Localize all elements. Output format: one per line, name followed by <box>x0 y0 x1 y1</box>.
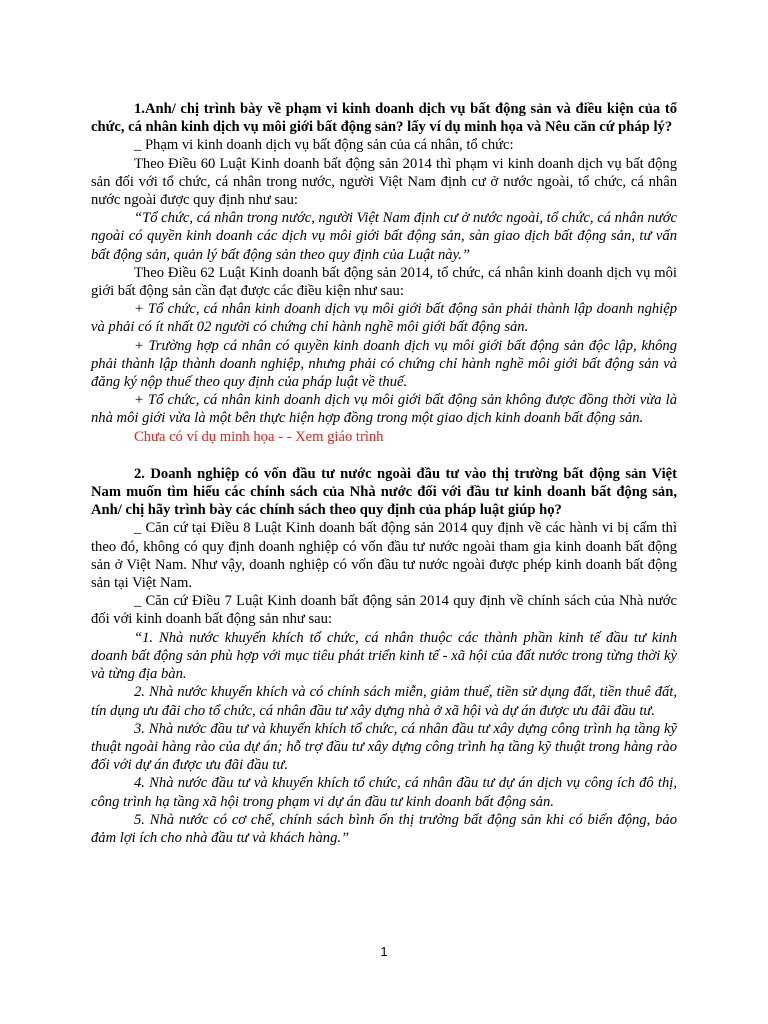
scope-intro: _ Phạm vi kinh doanh dịch vụ bất động sản của cá nhân, tổ chức: <box>134 137 514 154</box>
policy-item-2: 2. Nhà nước khuyến khích và có chính sách miễn, giảm thuế, tiền sử dụng đất, tiền thuê đất, tín dụng ưu đãi cho tổ chức, cá nhân đầu tư xây dựng nhà ở xã hội và dự án được ưu đãi đầu tư. <box>91 684 677 719</box>
article-62-paragraph: Theo Điều 62 Luật Kinh doanh bất động sản 2014, tổ chức, cá nhân kinh doanh dịch vụ môi giới bất động sản cần đạt được các điều kiện như sau: <box>91 264 677 300</box>
policy-item-3: 3. Nhà nước đầu tư và khuyến khích tổ chức, cá nhân đầu tư xây dựng công trình hạ tầng kỹ thuật ngoài hàng rào của dự án; hỗ trợ đầu tư xây dựng công trình hạ tầng kỹ thuật trong hàng rào đối với dự án được ưu đãi đầu tư. <box>91 720 677 774</box>
policy-item-1: “1. Nhà nước khuyến khích tổ chức, cá nhân thuộc các thành phần kinh tế đầu tư kinh doanh bất động sản phù hợp với mục tiêu phát triển kinh tế - xã hội của đất nước trong từng thời kỳ và từng địa bàn. <box>91 629 677 683</box>
example-note: Chưa có ví dụ minh họa - - Xem giáo trình <box>134 428 384 445</box>
section-2 <box>91 465 677 847</box>
article-7-paragraph: _ Căn cứ Điều 7 Luật Kinh doanh bất động sản 2014 quy định về chính sách của Nhà nước đối với kinh doanh bất động sản như sau: <box>91 593 677 628</box>
policy-item-5: 5. Nhà nước có cơ chế, chính sách bình ổn thị trường bất động sản khi có biến động, bảo đảm lợi ích cho nhà đầu tư và khách hàng.” <box>91 811 677 846</box>
question-2-heading: 2. Doanh nghiệp có vốn đầu tư nước ngoài đầu tư vào thị trường bất động sản Việt Nam muốn tìm hiểu các chính sách của Nhà nước đối với đầu tư kinh doanh bất động sản, Anh/ chị hãy trình bày các chính sách theo quy định của pháp luật giúp họ? <box>91 465 677 519</box>
condition-1: + Tổ chức, cá nhân kinh doanh dịch vụ môi giới bất động sản phải thành lập doanh nghiệp và phải có ít nhất 02 người có chứng chỉ hành nghề môi giới bất động sản. <box>91 301 677 336</box>
condition-3: + Tổ chức, cá nhân kinh doanh dịch vụ môi giới bất động sản không được đồng thời vừa là nhà môi giới vừa là một bên thực hiện hợp đồng trong một giao dịch kinh doanh bất động sản. <box>91 392 677 427</box>
question-1-heading: 1.Anh/ chị trình bày về phạm vi kinh doanh dịch vụ bất động sản và điều kiện của tổ chức, cá nhân kinh dịch vụ môi giới bất động sản? lấy ví dụ minh họa và Nêu căn cứ pháp lý? <box>91 101 677 136</box>
condition-2: + Trường hợp cá nhân có quyền kinh doanh dịch vụ môi giới bất động sản độc lập, không phải thành lập thành doanh nghiệp, nhưng phải có chứng chỉ hành nghề môi giới bất động sản và đăng ký nộp thuế theo quy định của pháp luật về thuế. <box>91 337 677 391</box>
article-8-paragraph: _ Căn cứ tại Điều 8 Luật Kinh doanh bất động sản 2014 quy định về các hành vi bị cấm thì theo đó, không có quy định doanh nghiệp có vốn đầu tư nước ngoài tham gia kinh doanh bất động sản ở Việt Nam. Như vậy, doanh nghiệp có vốn đầu tư nước ngoài được phép kinh doanh bất động sản tại Việt Nam. <box>91 520 677 592</box>
policy-item-4: 4. Nhà nước đầu tư và khuyến khích tổ chức, cá nhân đầu tư dự án dịch vụ công ích đô thị, công trình hạ tầng xã hội trong phạm vi dự án đầu tư kinh doanh bất động sản. <box>91 775 677 810</box>
section-1 <box>91 100 677 446</box>
article-60-quote: “Tổ chức, cá nhân trong nước, người Việt Nam định cư ở nước ngoài, tổ chức, cá nhân nước ngoài có quyền kinh doanh các dịch vụ môi giới bất động sản, sàn giao dịch bất động sản, tư vấn bất động sản, quản lý bất động sản theo quy định của Luật này.” <box>91 210 677 263</box>
page-number: 1 <box>380 944 388 959</box>
article-60-paragraph: Theo Điều 60 Luật Kinh doanh bất động sản 2014 thì phạm vi kinh doanh dịch vụ bất động sản đối với tổ chức, cá nhân trong nước, người Việt Nam định cư ở nước ngoài, tổ chức, cá nhân nước ngoài được quy định như sau: <box>91 155 677 209</box>
